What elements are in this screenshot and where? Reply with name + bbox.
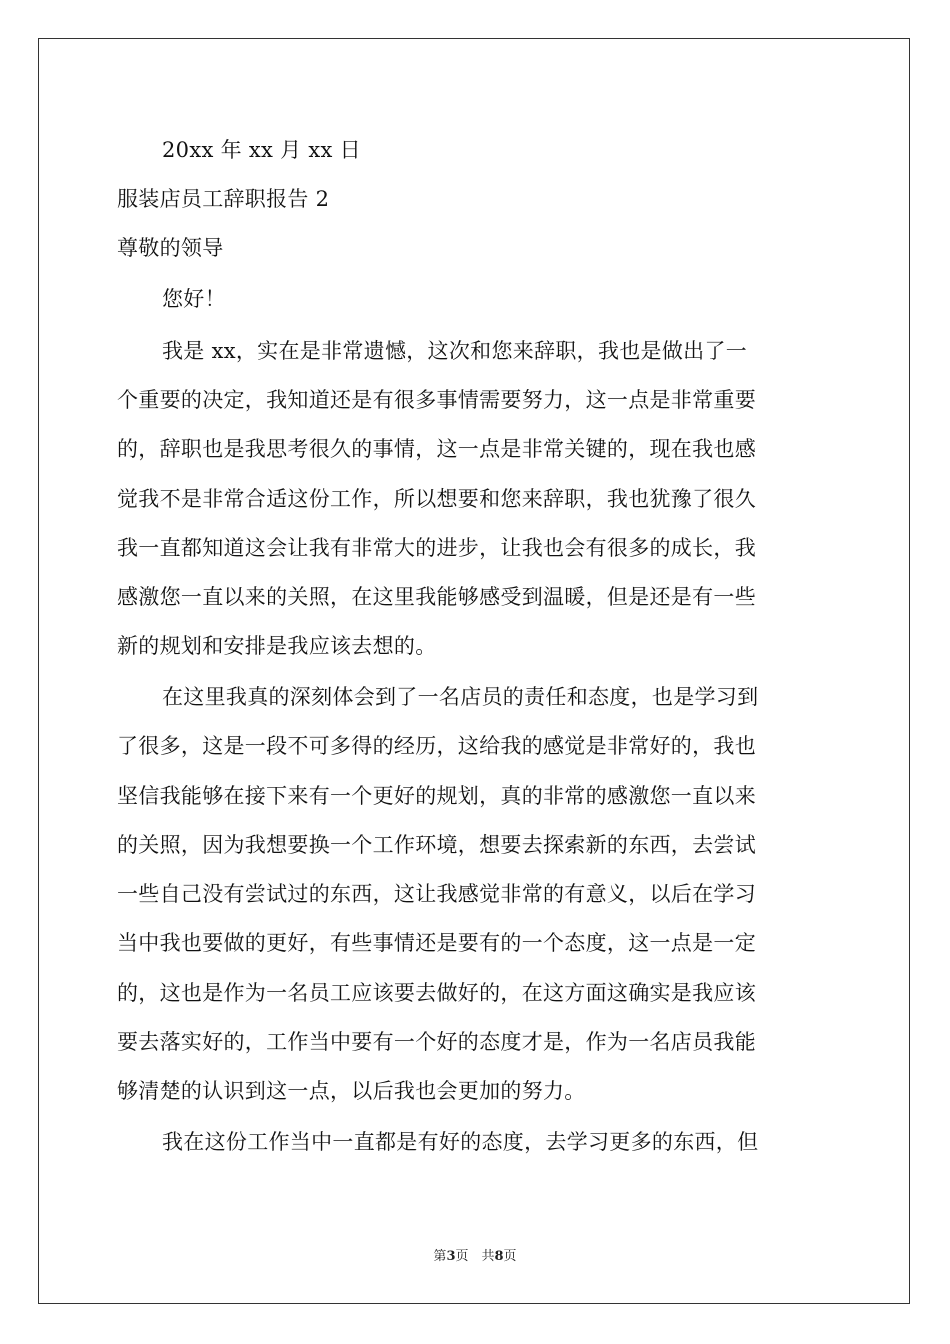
body-line: 当中我也要做的更好，有些事情还是要有的一个态度，这一点是一定 [117, 931, 756, 955]
body-line: 的，辞职也是我思考很久的事情，这一点是非常关键的，现在我也感 [117, 437, 756, 461]
page-suffix: 页 [503, 1249, 517, 1264]
document-date: 20xx 年 xx 月 xx 日 [162, 138, 361, 162]
body-line: 感激您一直以来的关照，在这里我能够感受到温暖，但是还是有一些 [117, 585, 756, 609]
body-line: 坚信我能够在接下来有一个更好的规划，真的非常的感激您一直以来 [117, 784, 756, 808]
body-line: 觉我不是非常合适这份工作，所以想要和您来辞职，我也犹豫了很久 [117, 487, 756, 511]
page-prefix: 第 [433, 1249, 447, 1264]
greeting: 您好！ [162, 287, 226, 311]
body-line: 个重要的决定，我知道还是有很多事情需要努力，这一点是非常重要 [117, 388, 756, 412]
body-line: 我是 xx，实在是非常遗憾，这次和您来辞职，我也是做出了一 [162, 339, 748, 363]
salutation: 尊敬的领导 [117, 236, 224, 260]
body-line: 我在这份工作当中一直都是有好的态度，去学习更多的东西，但 [162, 1130, 759, 1154]
body-line: 在这里我真的深刻体会到了一名店员的责任和态度，也是学习到 [162, 685, 759, 709]
page-total: 8 [494, 1249, 504, 1264]
body-line: 我一直都知道这会让我有非常大的进步，让我也会有很多的成长，我 [117, 536, 756, 560]
body-line: 够清楚的认识到这一点，以后我也会更加的努力。 [117, 1079, 586, 1103]
page-number-footer [0, 1248, 950, 1266]
page-border [38, 38, 910, 1304]
body-line: 了很多，这是一段不可多得的经历，这给我的感觉是非常好的，我也 [117, 734, 756, 758]
page-current: 3 [446, 1249, 456, 1264]
body-line: 新的规划和安排是我应该去想的。 [117, 634, 437, 658]
document-title: 服装店员工辞职报告 2 [117, 187, 330, 211]
body-line: 要去落实好的，工作当中要有一个好的态度才是，作为一名店员我能 [117, 1030, 756, 1054]
body-line: 一些自己没有尝试过的东西，这让我感觉非常的有意义，以后在学习 [117, 882, 756, 906]
body-line: 的关照，因为我想要换一个工作环境，想要去探索新的东西，去尝试 [117, 833, 756, 857]
page-mid: 页 共 [455, 1249, 495, 1264]
body-line: 的，这也是作为一名员工应该要去做好的，在这方面这确实是我应该 [117, 981, 756, 1005]
